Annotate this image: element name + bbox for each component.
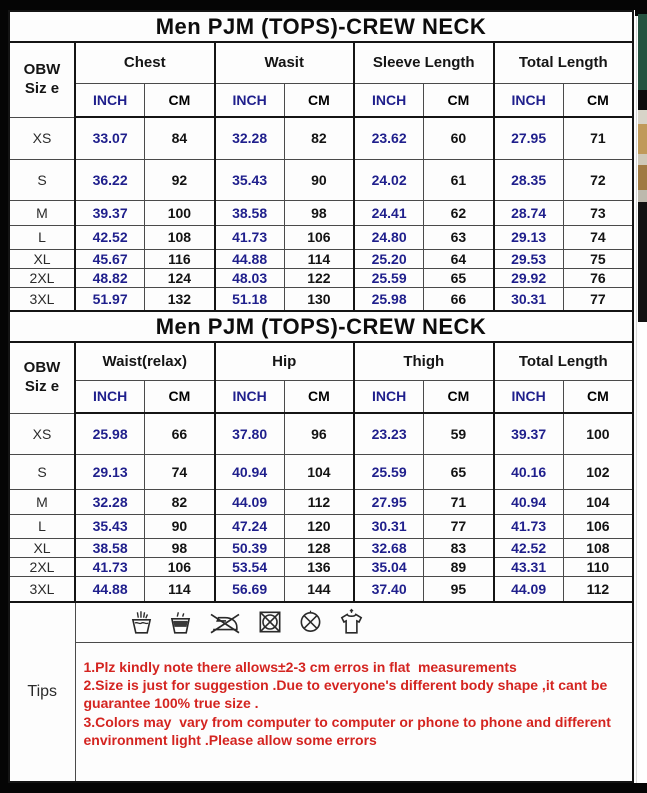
table-row — [9, 489, 633, 514]
table-title: Men PJM (TOPS)-CREW NECK — [9, 11, 633, 42]
photo-sliver-segment — [638, 124, 647, 154]
inch-value: 29.13 — [494, 225, 564, 249]
cm-value: 128 — [284, 538, 354, 557]
group-header-waist-relax: Waist(relax) — [75, 342, 215, 380]
cm-value: 65 — [424, 454, 494, 489]
group-header-hip: Hip — [215, 342, 355, 380]
unit-header-cm: CM — [145, 83, 215, 117]
cm-value: 64 — [424, 249, 494, 268]
size-table-tops-1 — [8, 10, 634, 312]
cm-value: 90 — [284, 159, 354, 200]
unit-header-cm: CM — [424, 380, 494, 413]
inch-value: 37.40 — [354, 576, 424, 602]
cm-value: 66 — [145, 413, 215, 454]
size-table-body — [9, 413, 633, 602]
unit-header-inch: INCH — [354, 83, 424, 117]
photo-sliver — [638, 14, 647, 322]
do-not-tumble-dry-icon — [256, 608, 284, 636]
do-not-iron-icon — [207, 608, 243, 636]
size-label: 3XL — [9, 287, 75, 311]
size-label: 2XL — [9, 557, 75, 576]
inch-value: 24.41 — [354, 200, 424, 225]
unit-header-inch: INCH — [75, 83, 145, 117]
cm-value: 75 — [563, 249, 633, 268]
inch-value: 23.62 — [354, 117, 424, 159]
cm-value: 62 — [424, 200, 494, 225]
size-label: L — [9, 225, 75, 249]
size-label: S — [9, 454, 75, 489]
table-row — [9, 287, 633, 311]
table-row — [9, 454, 633, 489]
unit-header-inch: INCH — [75, 380, 145, 413]
size-label: XS — [9, 117, 75, 159]
inch-value: 36.22 — [75, 159, 145, 200]
inch-value: 24.02 — [354, 159, 424, 200]
tip-line-3: 3.Colors may vary from computer to computer or phone to phone and different environment light .Please allow some errors — [83, 713, 615, 749]
size-label: XL — [9, 249, 75, 268]
cm-value: 83 — [424, 538, 494, 557]
inch-value: 51.18 — [215, 287, 285, 311]
frame-bottom — [0, 783, 647, 793]
size-label: XL — [9, 538, 75, 557]
cm-value: 82 — [145, 489, 215, 514]
inch-value: 44.88 — [75, 576, 145, 602]
cm-value: 84 — [145, 117, 215, 159]
inch-value: 44.09 — [215, 489, 285, 514]
photo-sliver-segment — [638, 90, 647, 110]
unit-header-row — [9, 380, 633, 413]
size-header-line1: OBW — [23, 61, 61, 78]
cm-value: 124 — [145, 268, 215, 287]
cm-value: 60 — [424, 117, 494, 159]
table-row — [9, 117, 633, 159]
cm-value: 76 — [563, 268, 633, 287]
inch-value: 53.54 — [215, 557, 285, 576]
tip-line-1: 1.Plz kindly note there allows±2-3 cm erros in flat measurements — [83, 658, 517, 675]
unit-header-cm: CM — [424, 83, 494, 117]
table-row — [9, 576, 633, 602]
table-row — [9, 268, 633, 287]
inch-value: 25.59 — [354, 454, 424, 489]
size-column-header — [9, 342, 75, 413]
inch-value: 25.59 — [354, 268, 424, 287]
table-row — [9, 225, 633, 249]
inch-value: 40.94 — [494, 489, 564, 514]
inch-value: 39.37 — [494, 413, 564, 454]
group-header-chest: Chest — [75, 42, 215, 83]
photo-sliver-segment — [638, 14, 647, 90]
cm-value: 108 — [563, 538, 633, 557]
unit-header-cm: CM — [563, 380, 633, 413]
cm-value: 90 — [145, 514, 215, 538]
table-row — [9, 514, 633, 538]
cm-value: 71 — [563, 117, 633, 159]
inch-value: 48.03 — [215, 268, 285, 287]
inch-value: 27.95 — [494, 117, 564, 159]
table-row — [9, 557, 633, 576]
cm-value: 77 — [563, 287, 633, 311]
size-label: 3XL — [9, 576, 75, 602]
inch-value: 25.98 — [354, 287, 424, 311]
size-header-line1: OBW — [23, 359, 61, 376]
cm-value: 63 — [424, 225, 494, 249]
unit-header-cm: CM — [284, 380, 354, 413]
cm-value: 102 — [563, 454, 633, 489]
care-icons — [75, 602, 633, 642]
cm-value: 95 — [424, 576, 494, 602]
cm-value: 114 — [145, 576, 215, 602]
care-icons-row — [9, 602, 633, 642]
table-row — [9, 249, 633, 268]
cm-value: 112 — [284, 489, 354, 514]
cm-value: 108 — [145, 225, 215, 249]
unit-header-inch: INCH — [494, 380, 564, 413]
inch-value: 33.07 — [75, 117, 145, 159]
cm-value: 132 — [145, 287, 215, 311]
group-header-wasit: Wasit — [215, 42, 355, 83]
size-table-body — [9, 117, 633, 311]
cm-value: 89 — [424, 557, 494, 576]
group-header-row — [9, 342, 633, 380]
cm-value: 72 — [563, 159, 633, 200]
cm-value: 73 — [563, 200, 633, 225]
photo-sliver-segment — [638, 154, 647, 165]
inch-value: 32.28 — [75, 489, 145, 514]
group-header-total-length: Total Length — [494, 42, 634, 83]
table-row — [9, 200, 633, 225]
inch-value: 30.31 — [354, 514, 424, 538]
photo-sliver-segment — [638, 190, 647, 202]
inch-value: 25.20 — [354, 249, 424, 268]
inch-value: 29.13 — [75, 454, 145, 489]
cm-value: 130 — [284, 287, 354, 311]
size-label: 2XL — [9, 268, 75, 287]
inch-value: 40.94 — [215, 454, 285, 489]
cm-value: 100 — [145, 200, 215, 225]
group-header-sleeve-length: Sleeve Length — [354, 42, 494, 83]
size-label: M — [9, 200, 75, 225]
frame-top — [0, 0, 647, 10]
hand-wash-icon — [128, 608, 155, 636]
group-header-row — [9, 42, 633, 83]
table-row — [9, 538, 633, 557]
cm-value: 106 — [284, 225, 354, 249]
table-row — [9, 413, 633, 454]
inch-value: 41.73 — [215, 225, 285, 249]
inch-value: 47.24 — [215, 514, 285, 538]
cm-value: 122 — [284, 268, 354, 287]
inch-value: 42.52 — [494, 538, 564, 557]
inch-value: 56.69 — [215, 576, 285, 602]
size-label: L — [9, 514, 75, 538]
cm-value: 104 — [563, 489, 633, 514]
unit-header-row — [9, 83, 633, 117]
photo-sliver-segment — [638, 110, 647, 124]
group-header-thigh: Thigh — [354, 342, 494, 380]
photo-sliver-segment — [638, 202, 647, 322]
inch-value: 28.35 — [494, 159, 564, 200]
inch-value: 30.31 — [494, 287, 564, 311]
frame-left — [0, 0, 8, 793]
tip-line-2: 2.Size is just for suggestion .Due to everyone's different body shape ,it cant be guarantee 100% true size . — [83, 676, 612, 712]
inch-value: 45.67 — [75, 249, 145, 268]
size-column-header — [9, 42, 75, 117]
cm-value: 96 — [284, 413, 354, 454]
inch-value: 50.39 — [215, 538, 285, 557]
inch-value: 48.82 — [75, 268, 145, 287]
cm-value: 61 — [424, 159, 494, 200]
inch-value: 43.31 — [494, 557, 564, 576]
inch-value: 32.28 — [215, 117, 285, 159]
size-label: S — [9, 159, 75, 200]
table-title: Men PJM (TOPS)-CREW NECK — [9, 311, 633, 342]
table-row — [9, 159, 633, 200]
size-label: M — [9, 489, 75, 514]
unit-header-cm: CM — [145, 380, 215, 413]
inch-value: 29.92 — [494, 268, 564, 287]
cm-value: 82 — [284, 117, 354, 159]
inch-value: 42.52 — [75, 225, 145, 249]
inch-value: 41.73 — [494, 514, 564, 538]
unit-header-inch: INCH — [215, 83, 285, 117]
inch-value: 23.23 — [354, 413, 424, 454]
inch-value: 25.98 — [75, 413, 145, 454]
photo-sliver-segment — [638, 165, 647, 190]
care-and-tips-section — [8, 601, 634, 783]
inch-value: 41.73 — [75, 557, 145, 576]
cm-value: 77 — [424, 514, 494, 538]
inch-value: 24.80 — [354, 225, 424, 249]
cm-value: 98 — [145, 538, 215, 557]
unit-header-inch: INCH — [215, 380, 285, 413]
inch-value: 35.43 — [75, 514, 145, 538]
cm-value: 106 — [563, 514, 633, 538]
cm-value: 144 — [284, 576, 354, 602]
size-table-tops-2 — [8, 310, 634, 603]
inch-value: 39.37 — [75, 200, 145, 225]
unit-header-inch: INCH — [354, 380, 424, 413]
size-header-line2: Siz e — [24, 377, 60, 395]
cm-value: 110 — [563, 557, 633, 576]
cm-value: 98 — [284, 200, 354, 225]
cm-value: 100 — [563, 413, 633, 454]
cm-value: 120 — [284, 514, 354, 538]
do-not-dry-clean-icon — [297, 608, 324, 636]
cm-value: 74 — [145, 454, 215, 489]
size-chart-paper — [8, 10, 637, 783]
inch-value: 32.68 — [354, 538, 424, 557]
cm-value: 92 — [145, 159, 215, 200]
group-header-total-length: Total Length — [494, 342, 634, 380]
inch-value: 40.16 — [494, 454, 564, 489]
inch-value: 44.88 — [215, 249, 285, 268]
inch-value: 44.09 — [494, 576, 564, 602]
cm-value: 66 — [424, 287, 494, 311]
cm-value: 74 — [563, 225, 633, 249]
unit-header-cm: CM — [284, 83, 354, 117]
inch-value: 35.43 — [215, 159, 285, 200]
cm-value: 136 — [284, 557, 354, 576]
inch-value: 37.80 — [215, 413, 285, 454]
size-header-line2: Siz e — [24, 79, 60, 97]
cm-value: 106 — [145, 557, 215, 576]
size-label: XS — [9, 413, 75, 454]
tips-label: Tips — [9, 602, 75, 782]
cm-value: 65 — [424, 268, 494, 287]
unit-header-inch: INCH — [494, 83, 564, 117]
inch-value: 27.95 — [354, 489, 424, 514]
cm-value: 71 — [424, 489, 494, 514]
table-title-row — [9, 11, 633, 42]
inch-value: 35.04 — [354, 557, 424, 576]
cm-value: 104 — [284, 454, 354, 489]
unit-header-cm: CM — [563, 83, 633, 117]
cm-value: 59 — [424, 413, 494, 454]
table-title-row — [9, 311, 633, 342]
cm-value: 116 — [145, 249, 215, 268]
tips-row — [9, 642, 633, 782]
shirt-icon — [337, 608, 366, 636]
inch-value: 28.74 — [494, 200, 564, 225]
cm-value: 112 — [563, 576, 633, 602]
inch-value: 29.53 — [494, 249, 564, 268]
inch-value: 38.58 — [75, 538, 145, 557]
cm-value: 114 — [284, 249, 354, 268]
inch-value: 51.97 — [75, 287, 145, 311]
tips-text — [75, 642, 633, 782]
inch-value: 38.58 — [215, 200, 285, 225]
wash-basin-icon — [167, 608, 194, 636]
